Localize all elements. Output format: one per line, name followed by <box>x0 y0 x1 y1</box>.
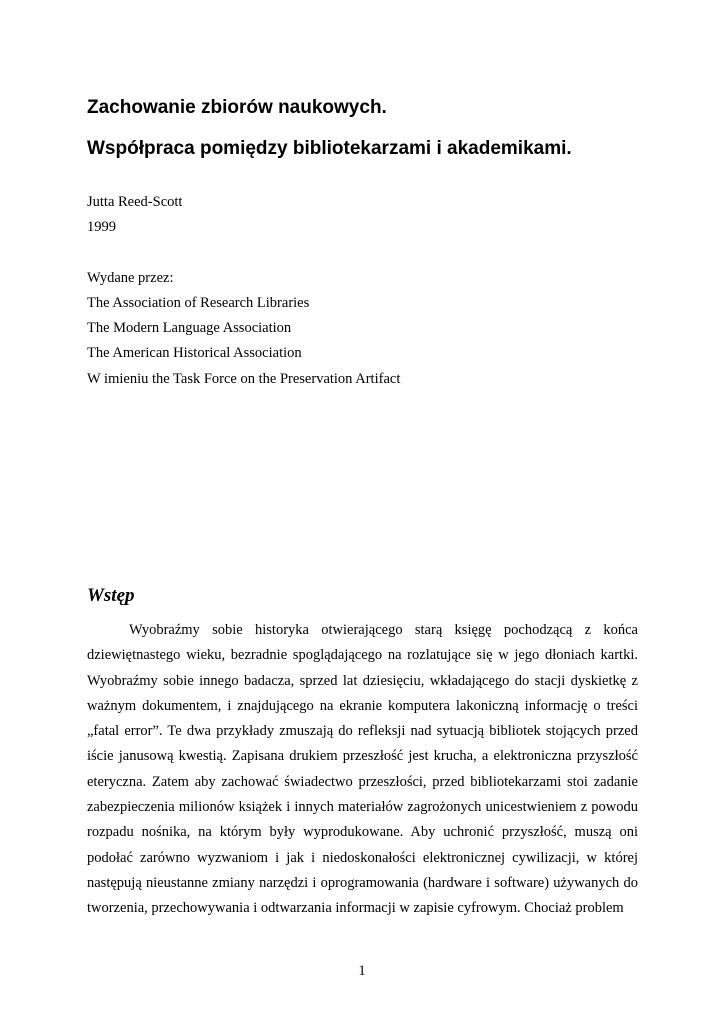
publication-year: 1999 <box>87 219 116 235</box>
document-title-line-2: Współpraca pomiędzy bibliotekarzami i akademikami. <box>87 138 572 159</box>
publisher-item: The Association of Research Libraries <box>87 295 310 311</box>
intro-paragraph: Wyobraźmy sobie historyka otwierającego starą księgę pochodzącą z końca dziewiętnastego wieku, bezradnie spoglądającego na rozlatujące się w jego dłoniach kartki. Wyobraźmy sobie innego badacza, sprzed lat dziesięciu, wkładającego do stacji dyskietkę z ważnym dokumentem, i znajdującego na ekranie komputera lakoniczną informację o treści „fatal error”. Te dwa przykłady zmuszają do refleksji nad sytuacją bibliotek stojących przed iście janusową kwestią. Zapisana drukiem przeszłość jest krucha, a elektroniczna przyszłość eteryczna. Zatem aby zachować świadectwo przeszłości, przed bibliotekarzami stoi zadanie zabezpieczenia milionów książek i innych materiałów zagrożonych unicestwieniem z powodu rozpadu nośnika, na którym były wyprodukowane. Aby uchronić przyszłość, muszą oni podołać zarówno wyzwaniom i jak i niedoskonałości elektronicznej cywilizacji, w której następują nieustanne zmiany narzędzi i oprogramowania (hardware i software) używanych do tworzenia, przechowywania i odtwarzania informacji w zapisie cyfrowym. Chociaż problem <box>87 622 638 917</box>
page-number: 1 <box>358 963 366 979</box>
author-name: Jutta Reed-Scott <box>87 194 183 210</box>
section-heading-intro: Wstęp <box>87 585 135 606</box>
publisher-item: The Modern Language Association <box>87 320 292 336</box>
publisher-item: W imieniu the Task Force on the Preservation Artifact <box>87 371 401 387</box>
published-by-label: Wydane przez: <box>87 270 174 286</box>
publisher-item: The American Historical Association <box>87 345 302 361</box>
document-title-line-1: Zachowanie zbiorów naukowych. <box>87 97 387 118</box>
